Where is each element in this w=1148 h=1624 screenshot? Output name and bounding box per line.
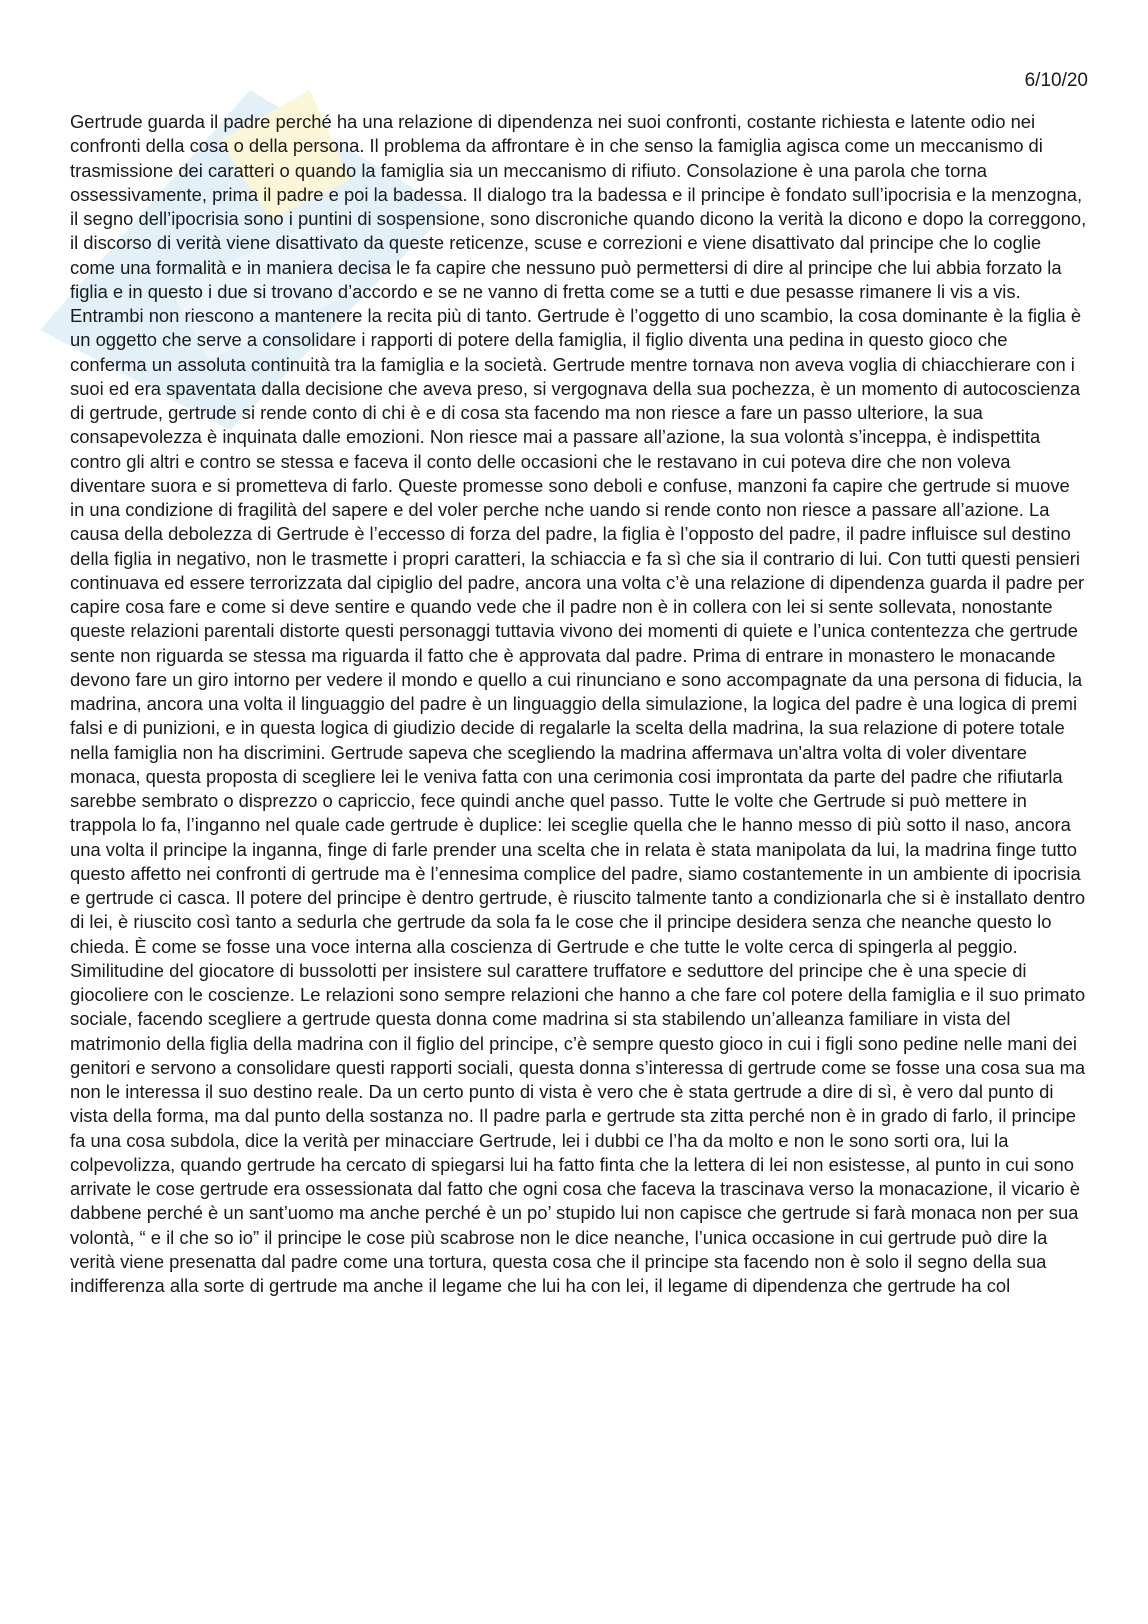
page-date: 6/10/20 (1024, 70, 1088, 91)
body-text: Gertrude guarda il padre perché ha una relazione di dipendenza nei suoi confronti, costante richiesta e latente odio nei confronti della cosa o della persona. Il problema da affrontare è in che senso la famiglia agisca come un meccanismo di trasmissione dei caratteri o quando la famiglia sia un meccanismo di rifiuto. Consolazione è una parola che torna ossessivamente, prima il padre e poi la badessa. Il dialogo tra la badessa e il principe è fondato sull’ipocrisia e la menzogna, il segno dell’ipocrisia sono i puntini di sospensione, sono discroniche quando dicono la verità la dicono e dopo la correggono, il discorso di verità viene disattivato da queste reticenze, scuse e correzioni e viene disattivato dal principe che lo coglie come una formalità e in maniera decisa le fa capire che nessuno può permettersi di dire al principe che lui abbia forzato la figlia e in questo i due si trovano d’accordo e se ne vanno di fretta come se a tutti e due pesasse rimanere li vis a vis. Entrambi non riescono a mantenere la recita più di tanto. Gertrude è l’oggetto di uno scambio, la cosa dominante è la figlia è un oggetto che serve a consolidare i rapporti di potere della famiglia, il figlio diventa una pedina in questo gioco che conferma un assoluta continuità tra la famiglia e la società. Gertrude mentre tornava non aveva voglia di chiacchierare con i suoi ed era spaventata dalla decisione che aveva preso, si vergognava della sua pochezza, è un momento di autocoscienza di gertrude, gertrude si rende conto di chi è e di cosa sta facendo ma non riesce a fare un passo ulteriore, la sua consapevolezza è inquinata dalle emozioni. Non riesce mai a passare all’azione, la sua volontà s’inceppa, è indispettita contro gli altri e contro se stessa e faceva il conto delle occasioni che le restavano in cui poteva dire che non voleva diventare suora e si prometteva di farlo. Queste promesse sono deboli e confuse, manzoni fa capire che gertrude si muove in una condizione di fragilità del sapere e del voler perche nche uando si rende conto non riesce a passare all’azione. La causa della debolezza di Gertrude è l’eccesso di forza del padre, la figlia è l’opposto del padre, il padre influisce sul destino della figlia in negativo, non le trasmette i propri caratteri, la schiaccia e fa sì che sia il contrario di lui. Con tutti questi pensieri continuava ed essere terrorizzata dal cipiglio del padre, ancora una volta c’è una relazione di dipendenza guarda il padre per capire cosa fare e come si deve sentire e quando vede che il padre non è in collera con lei si sente sollevata, nonostante queste relazioni parentali distorte questi personaggi tuttavia vivono dei momenti di quiete e l’unica contentezza che gertrude sente non riguarda se stessa ma riguarda il fatto che è approvata dal padre. Prima di entrare in monastero le monacande devono fare un giro intorno per vedere il mondo e quello a cui rinunciano e sono accompagnate da una persona di fiducia, la madrina, ancora una volta il linguaggio del padre è un linguaggio della simulazione, la logica del padre è una logica di premi falsi e di punizioni, e in questa logica di giudizio decide di regalarle la scelta della madrina, la sua relazione di potere totale nella famiglia non ha discrimini. Gertrude sapeva che scegliendo la madrina affermava un'altra volta di voler diventare monaca, questa proposta di scegliere lei le veniva fatta con una cerimonia cosi improntata da parte del padre che rifiutarla sarebbe sembrato o disprezzo o capriccio, fece quindi anche quel passo. Tutte le volte che Gertrude si può mettere in trappola lo fa, l’inganno nel quale cade gertrude è duplice: lei sceglie quella che le hanno messo di più sotto il naso, ancora una volta il principe la inganna, finge di farle prender una scelta che in relata è stata manipolata da lui, la madrina finge tutto questo affetto nei confronti di gertrude ma è l’ennesima complice del padre, siamo costantemente in un ambiente di ipocrisia e gertrude ci casca. Il potere del principe è dentro gertrude, è riuscito talmente tanto a condizionarla che si è installato dentro di lei, è riuscito così tanto a sedurla che gertrude da sola fa le cose che il principe desidera senza che neanche questo lo chieda. È come se fosse una voce interna alla coscienza di Gertrude e che tutte le volte cerca di spingerla al peggio. Similitudine del giocatore di bussolotti per insistere sul carattere truffatore e seduttore del principe che è una specie di giocoliere con le coscienze. Le relazioni sono sempre relazioni che hanno a che fare col potere della famiglia e il suo primato sociale, facendo scegliere a gertrude questa donna come madrina si sta stabilendo un’alleanza familiare in vista del matrimonio della figlia della madrina con il figlio del principe, c’è sempre questo gioco in cui i figli sono pedine nelle mani dei genitori e servono a consolidare questi rapporti sociali, questa donna s’interessa di gertrude come se fosse una cosa sua ma non le interessa il suo destino reale. Da un certo punto di vista è vero che è stata gertrude a dire di sì, è vero dal punto di vista della forma, ma dal punto della sostanza no. Il padre parla e gertrude sta zitta perché non è in grado di farlo, il principe fa una cosa subdola, dice la verità per minacciare Gertrude, lei i dubbi ce l’ha da molto e non le sono sorti ora, lui la colpevolizza, quando gertrude ha cercato di spiegarsi lui ha fatto finta che la lettera di lei non esistesse, al punto in cui sono arrivate le cose gertrude era ossessionata dal fatto che ogni cosa che faceva la trascinava verso la monacazione, il vicario è dabbene perché è un sant’uomo ma anche perché è un po’ stupido lui non capisce che gertrude si farà monaca non per sua volontà, “ e il che so io” il principe le cose più scabrose non le dice neanche, l’unica occasione in cui gertrude può dire la verità viene presenatta dal padre come una tortura, questa cosa che il principe sta facendo non è solo il segno della sua indifferenza alla sorte di gertrude ma anche il legame che lui ha con lei, il legame di dipendenza che gertrude ha col (70, 111, 1087, 1296)
